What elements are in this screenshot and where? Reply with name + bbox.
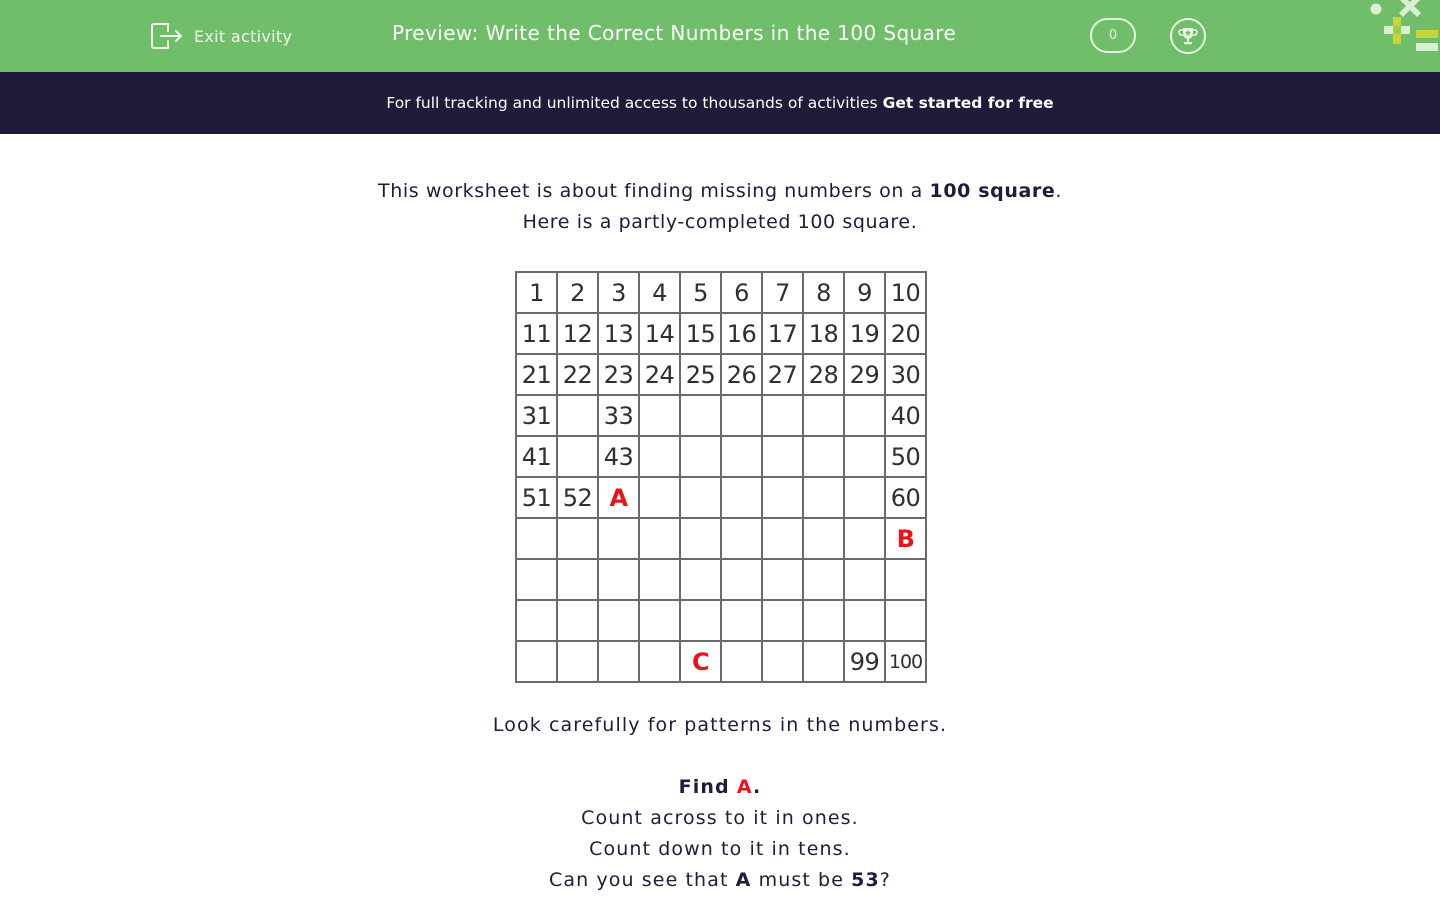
grid-cell — [844, 518, 885, 559]
grid-cell — [680, 518, 721, 559]
grid-cell — [844, 436, 885, 477]
grid-cell — [803, 395, 844, 436]
grid-cell — [721, 600, 762, 641]
grid-cell: 100 — [885, 641, 926, 682]
grid-cell: 15 — [680, 313, 721, 354]
grid-cell: 33 — [598, 395, 639, 436]
grid-cell — [803, 477, 844, 518]
grid-cell: 4 — [639, 272, 680, 313]
grid-cell: 29 — [844, 354, 885, 395]
grid-cell — [680, 436, 721, 477]
grid-cell — [680, 395, 721, 436]
question-pre: Can you see that — [549, 869, 729, 891]
grid-cell — [557, 600, 598, 641]
grid-cell: 31 — [516, 395, 557, 436]
grid-cell — [516, 518, 557, 559]
answer-question-text — [0, 869, 1440, 891]
grid-cell: 6 — [721, 272, 762, 313]
grid-cell — [762, 395, 803, 436]
grid-cell: 30 — [885, 354, 926, 395]
grid-cell: 2 — [557, 272, 598, 313]
grid-cell — [721, 395, 762, 436]
grid-row — [516, 395, 926, 436]
grid-cell — [639, 641, 680, 682]
grid-cell: 22 — [557, 354, 598, 395]
grid-cell — [557, 436, 598, 477]
intro-period: . — [1055, 180, 1062, 202]
grid-cell: 11 — [516, 313, 557, 354]
grid-cell: A — [598, 477, 639, 518]
question-mark: ? — [879, 869, 891, 891]
grid-cell — [844, 477, 885, 518]
find-period: . — [753, 776, 762, 798]
banner-text: For full tracking and unlimited access to thousands of activities — [386, 94, 878, 112]
grid-cell — [680, 477, 721, 518]
grid-cell — [762, 600, 803, 641]
grid-cell — [721, 436, 762, 477]
grid-cell — [762, 477, 803, 518]
grid-row — [516, 272, 926, 313]
score-badge: 0 — [1090, 18, 1136, 53]
grid-cell: 13 — [598, 313, 639, 354]
find-a-heading — [0, 776, 1440, 798]
grid-cell: B — [885, 518, 926, 559]
grid-cell — [803, 600, 844, 641]
grid-cell — [844, 395, 885, 436]
intro-line-2: Here is a partly-completed 100 square. — [522, 211, 918, 233]
grid-cell — [762, 436, 803, 477]
grid-cell — [557, 641, 598, 682]
grid-cell — [598, 559, 639, 600]
get-started-link[interactable]: Get started for free — [882, 94, 1054, 112]
grid-cell: 12 — [557, 313, 598, 354]
exit-icon — [150, 22, 184, 50]
grid-cell: 26 — [721, 354, 762, 395]
grid-cell — [557, 395, 598, 436]
hundred-square-grid — [515, 271, 927, 683]
grid-cell — [639, 395, 680, 436]
intro-line-1 — [0, 180, 1440, 202]
grid-cell — [557, 559, 598, 600]
grid-cell — [639, 559, 680, 600]
grid-row — [516, 436, 926, 477]
grid-cell: 28 — [803, 354, 844, 395]
grid-cell — [639, 436, 680, 477]
grid-cell — [598, 641, 639, 682]
count-down-text: Count down to it in tens. — [589, 838, 851, 860]
question-value: 53 — [851, 869, 880, 891]
grid-cell — [598, 600, 639, 641]
grid-cell — [598, 518, 639, 559]
grid-cell — [762, 559, 803, 600]
grid-cell — [762, 641, 803, 682]
grid-cell — [885, 559, 926, 600]
grid-cell — [557, 518, 598, 559]
grid-cell: 23 — [598, 354, 639, 395]
grid-cell: 7 — [762, 272, 803, 313]
grid-cell: 52 — [557, 477, 598, 518]
page-title: Preview: Write the Correct Numbers in the 100 Square — [392, 21, 957, 45]
grid-row — [516, 518, 926, 559]
grid-cell: 99 — [844, 641, 885, 682]
grid-cell: 14 — [639, 313, 680, 354]
grid-cell — [803, 436, 844, 477]
patterns-text: Look carefully for patterns in the numbers. — [492, 714, 948, 736]
grid-row — [516, 354, 926, 395]
grid-cell — [803, 641, 844, 682]
grid-cell — [639, 600, 680, 641]
grid-cell — [639, 477, 680, 518]
exit-activity-button[interactable] — [150, 20, 292, 52]
grid-cell — [516, 559, 557, 600]
grid-cell — [721, 518, 762, 559]
grid-row — [516, 477, 926, 518]
grid-cell: 20 — [885, 313, 926, 354]
grid-cell: 8 — [803, 272, 844, 313]
intro-bold-term: 100 square — [929, 180, 1056, 202]
grid-cell: 43 — [598, 436, 639, 477]
grid-cell: 41 — [516, 436, 557, 477]
grid-cell — [885, 600, 926, 641]
grid-cell: 24 — [639, 354, 680, 395]
grid-cell — [803, 518, 844, 559]
count-across-text: Count across to it in ones. — [581, 807, 859, 829]
grid-cell — [844, 559, 885, 600]
grid-row — [516, 641, 926, 682]
grid-cell — [639, 518, 680, 559]
grid-cell — [516, 641, 557, 682]
grid-cell: C — [680, 641, 721, 682]
grid-cell — [762, 518, 803, 559]
brand-logo-icon — [1366, 0, 1440, 56]
grid-cell: 9 — [844, 272, 885, 313]
question-letter: A — [735, 869, 752, 891]
grid-cell: 18 — [803, 313, 844, 354]
grid-cell: 21 — [516, 354, 557, 395]
intro-text: This worksheet is about finding missing numbers on a — [378, 180, 923, 202]
grid-cell: 5 — [680, 272, 721, 313]
exit-label: Exit activity — [194, 26, 293, 46]
trophy-icon — [1177, 25, 1199, 47]
grid-cell — [516, 600, 557, 641]
grid-row — [516, 313, 926, 354]
grid-cell: 51 — [516, 477, 557, 518]
grid-cell — [844, 600, 885, 641]
grid-row — [516, 600, 926, 641]
grid-cell — [721, 477, 762, 518]
grid-cell — [680, 600, 721, 641]
question-mid: must be — [758, 869, 844, 891]
signup-banner — [0, 72, 1440, 134]
grid-cell: 60 — [885, 477, 926, 518]
grid-cell — [803, 559, 844, 600]
grid-row — [516, 559, 926, 600]
grid-cell: 40 — [885, 395, 926, 436]
top-bar — [0, 0, 1440, 72]
grid-cell: 10 — [885, 272, 926, 313]
grid-cell: 3 — [598, 272, 639, 313]
grid-cell: 27 — [762, 354, 803, 395]
grid-cell — [680, 559, 721, 600]
grid-cell — [721, 559, 762, 600]
grid-cell: 1 — [516, 272, 557, 313]
grid-cell: 25 — [680, 354, 721, 395]
grid-cell: 19 — [844, 313, 885, 354]
find-label: Find — [678, 776, 730, 798]
find-letter: A — [736, 776, 753, 798]
grid-cell: 17 — [762, 313, 803, 354]
trophy-button[interactable] — [1170, 18, 1206, 54]
grid-cell: 16 — [721, 313, 762, 354]
grid-cell — [721, 641, 762, 682]
grid-cell: 50 — [885, 436, 926, 477]
